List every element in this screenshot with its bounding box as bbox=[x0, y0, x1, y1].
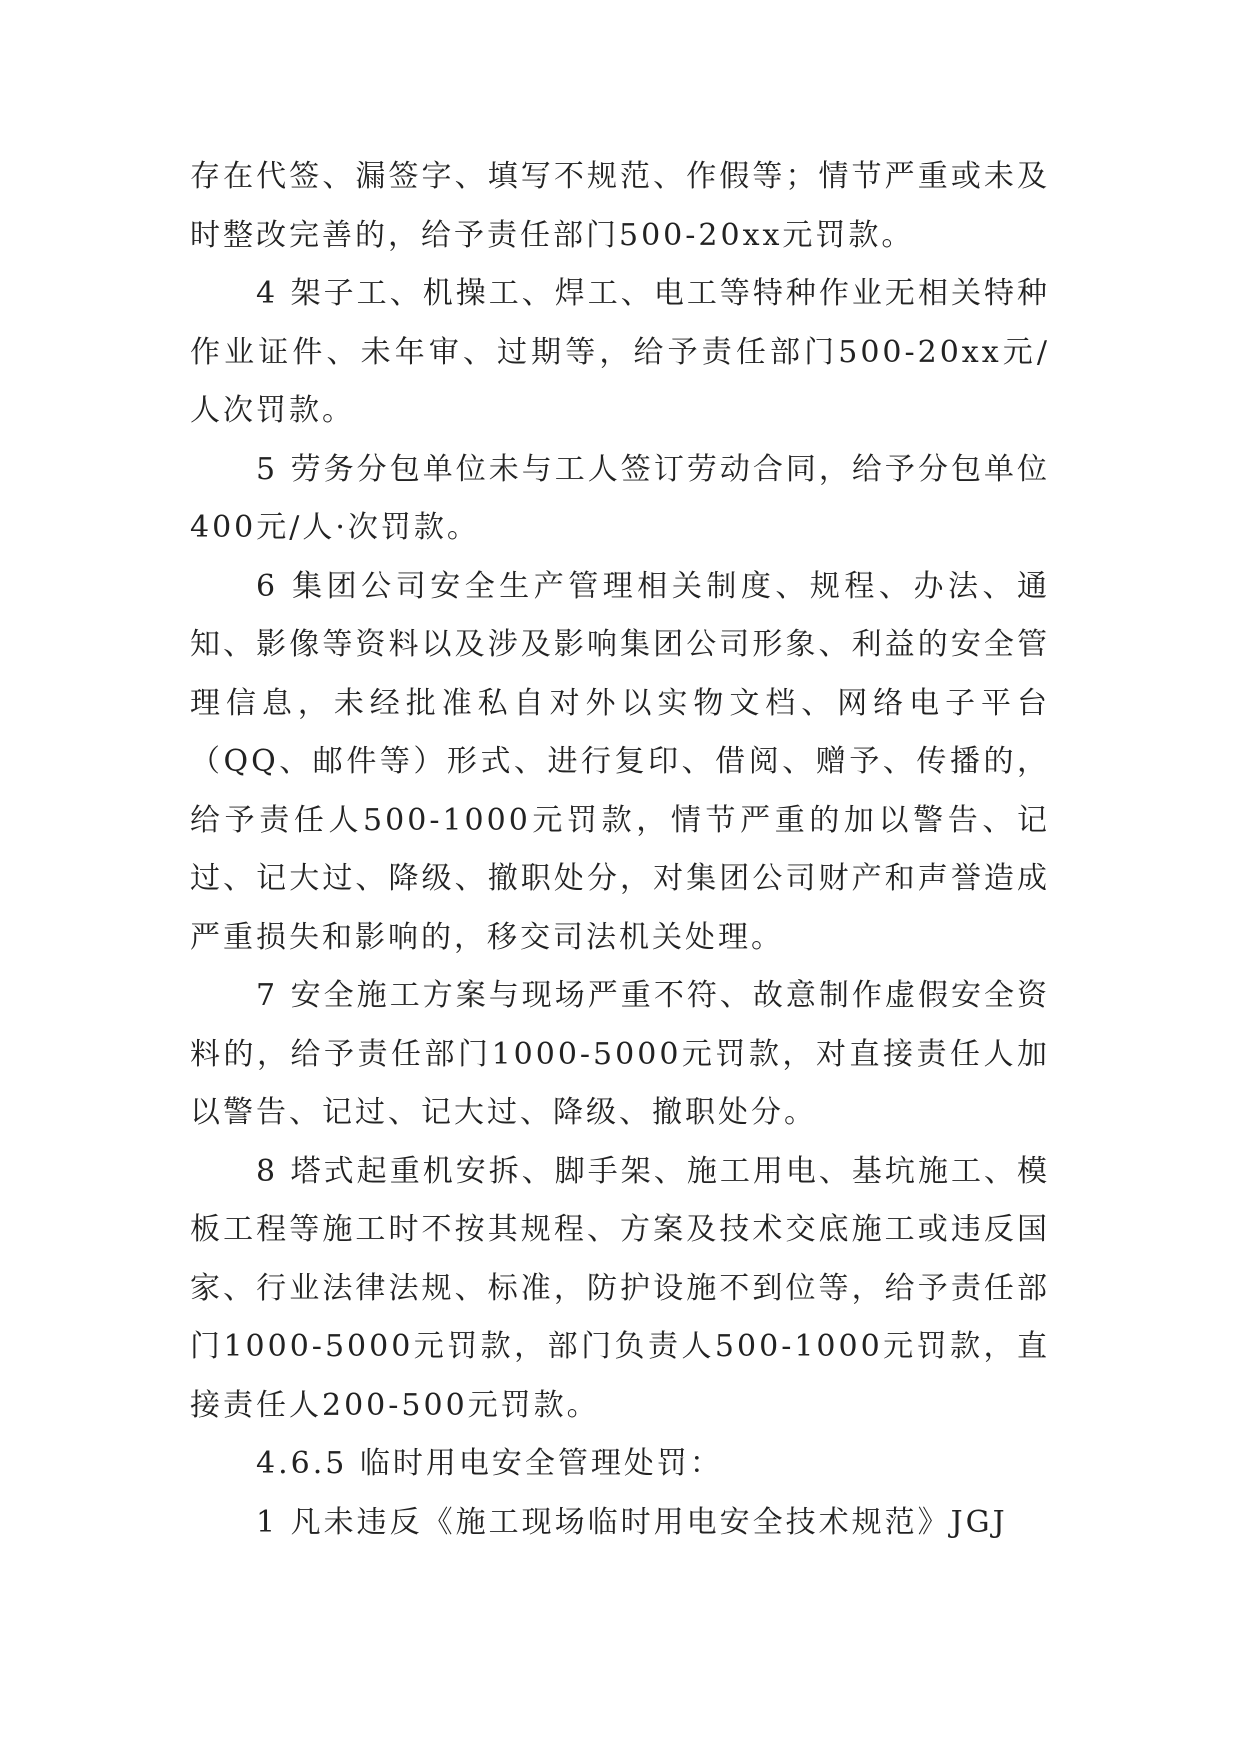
paragraph-item-1: 1 凡未违反《施工现场临时用电安全技术规范》JGJ bbox=[256, 1504, 1008, 1540]
document-body bbox=[190, 148, 1050, 1552]
section-heading-4-6-5: 4.6.5 临时用电安全管理处罚： bbox=[256, 1446, 723, 1481]
paragraph-item-5: 5 劳务分包单位未与工人签订劳动合同，给予分包单位400元/人·次罚款。 bbox=[190, 451, 1050, 545]
paragraph-item-4: 4 架子工、机操工、焊工、电工等特种作业无相关特种作业证件、未年审、过期等，给予责任部门500-20xx元/人次罚款。 bbox=[190, 276, 1050, 428]
paragraph-continuation: 存在代签、漏签字、填写不规范、作假等；情节严重或未及时整改完善的，给予责任部门500-20xx元罚款。 bbox=[190, 159, 1050, 253]
paragraph-item-6: 6 集团公司安全生产管理相关制度、规程、办法、通知、影像等资料以及涉及影响集团公司形象、利益的安全管理信息，未经批准私自对外以实物文档、网络电子平台（QQ、邮件等）形式、进行复印、借阅、赠予、传播的，给予责任人500-1000元罚款，情节严重的加以警告、记过、记大过、降级、撤职处分，对集团公司财产和声誉造成严重损失和影响的，移交司法机关处理。 bbox=[190, 568, 1050, 955]
paragraph-item-8: 8 塔式起重机安拆、脚手架、施工用电、基坑施工、模板工程等施工时不按其规程、方案及技术交底施工或违反国家、行业法律法规、标准，防护设施不到位等，给予责任部门1000-5000元罚款，部门负责人500-1000元罚款，直接责任人200-500元罚款。 bbox=[190, 1153, 1050, 1423]
paragraph-item-7: 7 安全施工方案与现场严重不符、故意制作虚假安全资料的，给予责任部门1000-5000元罚款，对直接责任人加以警告、记过、记大过、降级、撤职处分。 bbox=[190, 978, 1050, 1130]
